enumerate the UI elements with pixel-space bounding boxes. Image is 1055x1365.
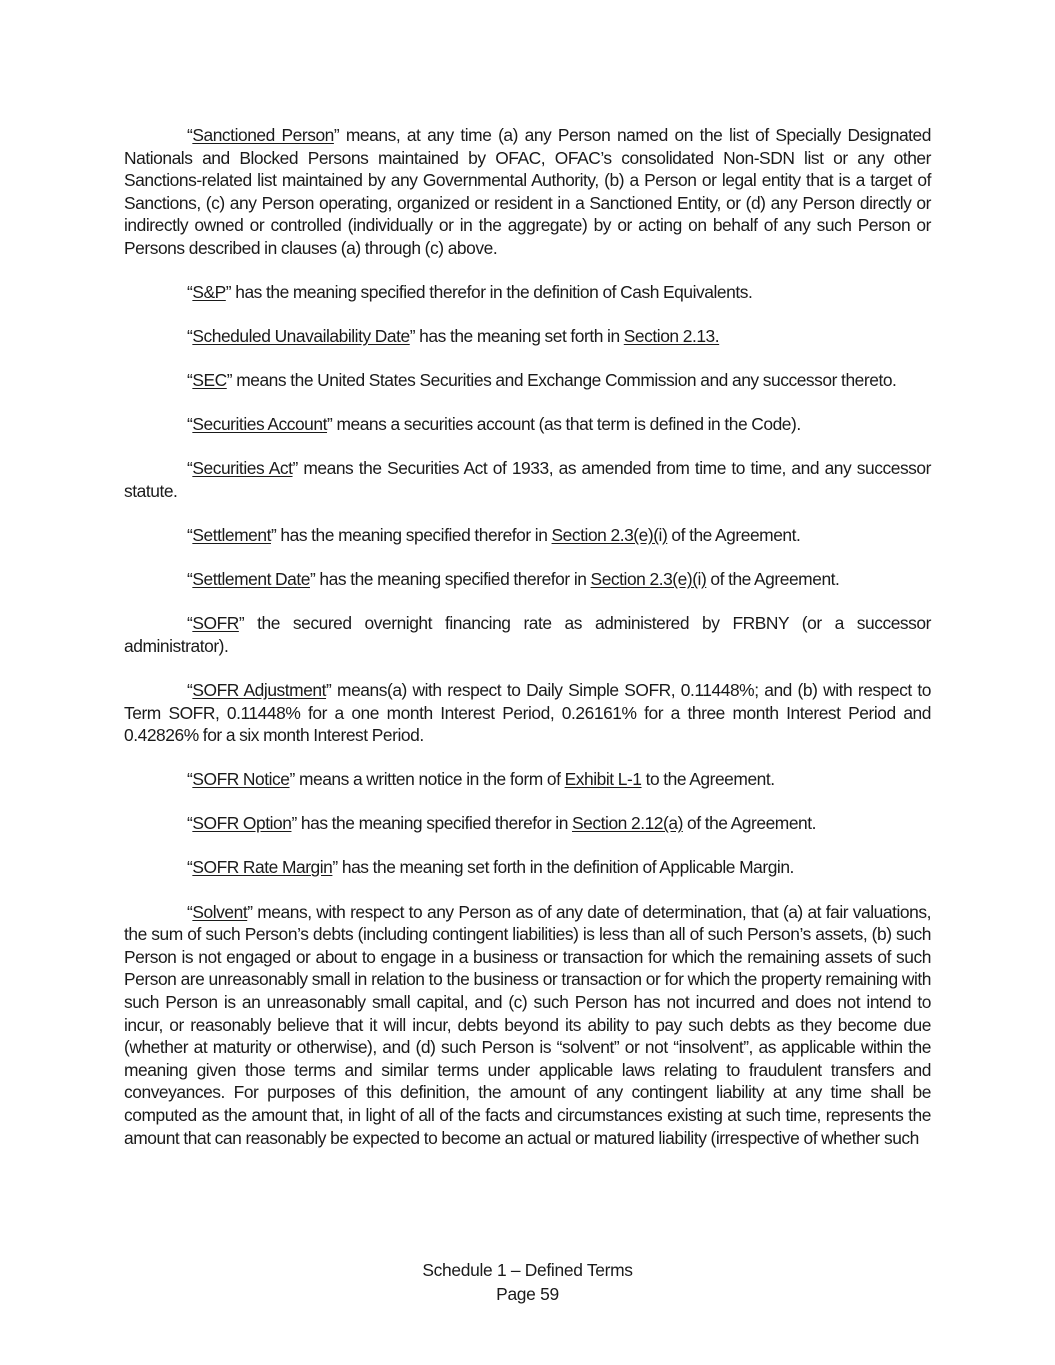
- definition-sp: “S&P” has the meaning specified therefor in the definition of Cash Equivalents.: [187, 282, 753, 303]
- definition-text: means, at any time (a) any Person named on the list of Specially Designated Nationals and Blocked Persons maintained by OFAC, OFAC’s consolidated Non-SDN list or any other Sanctions-related list maintained by any Governmental Authority, (b) a Person or legal entity that is a target of Sanctions, (c) any Person operating, organized or resident in a Sanctioned Entity, or (d) any Person directly or indirectly owned or controlled (individually or in the aggregate) by or acting on behalf of any such Person or Persons described in clauses (a) through (c) above.: [124, 125, 931, 258]
- definition-text: has the meaning specified therefor in the definition of Cash Equivalents.: [231, 282, 753, 303]
- document-body: [124, 124, 931, 1171]
- defined-term: Sanctioned Person: [192, 125, 334, 145]
- definition-text: has the meaning set forth in: [415, 326, 624, 347]
- definition-text: means the United States Securities and Exchange Commission and any successor thereto.: [232, 370, 897, 391]
- definition-settlement-date: “Settlement Date” has the meaning specified therefor in Section 2.3(e)(i) of the Agreement.: [187, 569, 840, 590]
- definition-text: means a securities account (as that term is defined in the Code).: [332, 414, 801, 435]
- definition-text: means the Securities Act of 1933, as amended from time to time, and any successor statute.: [124, 458, 931, 502]
- defined-term: S&P: [192, 282, 226, 303]
- definition-text: has the meaning specified therefor in: [315, 569, 591, 590]
- definition-text: has the meaning specified therefor in: [296, 813, 573, 834]
- definition-solvent: “Solvent” means, with respect to any Person as of any date of determination, that (a) at fair valuations, the sum of such Person’s debts (including contingent liabilities) is less than all of such Person’s assets, (b) such Person is not engaged or about to engage in a business or transaction for which the remaining assets of such Person are unreasonably small in relation to the business or transaction or for which the property remaining with such Person is an unreasonably small capital, and (c) such Person has not incurred and does not intend to incur, or reasonably believe that it will incur, debts beyond its ability to pay such debts as they become due (whether at maturity or otherwise), and (d) such Person is “solvent” or not “insolvent”, as applicable within the meaning given those terms and similar terms under applicable laws relating to fraudulent transfers and conveyances. For purposes of this definition, the amount of any contingent liability at any time shall be computed as the amount that, in light of all of the facts and circumstances existing at such time, represents the amount that can reasonably be expected to become an actual or matured liability (irrespective of whether such: [124, 901, 931, 1148]
- section-reference: Section 2.12(a): [572, 813, 683, 834]
- section-reference: Section 2.3(e)(i): [551, 525, 668, 546]
- definition-sanctioned-person: “Sanctioned Person” means, at any time (a) any Person named on the list of Specially Designated Nationals and Blocked Persons maintained by OFAC, OFAC’s consolidated Non-SDN list or any other Sanctions-related list maintained by any Governmental Authority, (b) a Person or legal entity that is a target of Sanctions, (c) any Person operating, organized or resident in a Sanctioned Entity, or (d) any Person directly or indirectly owned or controlled (individually or in the aggregate) by or acting on behalf of any such Person or Persons described in clauses (a) through (c) above.: [124, 125, 931, 258]
- defined-term: Settlement Date: [192, 569, 310, 590]
- defined-term: Securities Act: [192, 458, 293, 479]
- defined-term: Solvent: [192, 901, 248, 922]
- exhibit-reference: Exhibit L-1: [564, 769, 642, 790]
- defined-term: SOFR Notice: [192, 769, 290, 790]
- definition-text: has the meaning specified therefor in: [276, 525, 552, 546]
- definition-sofr-option: “SOFR Option” has the meaning specified therefor in Section 2.12(a) of the Agreement.: [187, 813, 817, 834]
- defined-term: Scheduled Unavailability Date: [192, 326, 410, 347]
- definition-text: means(a) with respect to Daily Simple SOFR, 0.11448%; and (b) with respect to Term SOFR, 0.11448% for a one month Interest Period, 0.26161% for a three month Interest Period and 0.42826% for a six month Interest Period.: [124, 680, 931, 746]
- definition-securities-account: “Securities Account” means a securities account (as that term is defined in the Code).: [187, 414, 801, 435]
- page-footer: [0, 1258, 1055, 1306]
- definition-sofr-notice: “SOFR Notice” means a written notice in the form of Exhibit L-1 to the Agreement.: [187, 769, 775, 790]
- definition-sofr-rate-margin: “SOFR Rate Margin” has the meaning set forth in the definition of Applicable Margin.: [187, 857, 794, 878]
- defined-term: Securities Account: [192, 414, 328, 435]
- defined-term: Settlement: [192, 525, 271, 546]
- defined-term: SOFR Rate Margin: [192, 857, 333, 878]
- footer-title: Schedule 1 – Defined Terms: [422, 1260, 633, 1280]
- definition-text: means a written notice in the form of: [294, 769, 565, 790]
- definition-scheduled-unavailability-date: “Scheduled Unavailability Date” has the meaning set forth in Section 2.13.: [187, 326, 720, 347]
- definition-text: has the meaning set forth in the definition of Applicable Margin.: [337, 857, 794, 878]
- page-number: Page 59: [496, 1284, 559, 1304]
- defined-term: SOFR: [192, 613, 239, 634]
- defined-term: SEC: [192, 370, 227, 391]
- section-reference: Section 2.13.: [623, 326, 720, 347]
- definition-sofr: “SOFR” the secured overnight financing rate as administered by FRBNY (or a successor administrator).: [124, 613, 931, 656]
- defined-term: SOFR Adjustment: [192, 680, 327, 700]
- definition-securities-act: “Securities Act” means the Securities Act of 1933, as amended from time to time, and any successor statute.: [124, 458, 931, 502]
- section-reference: Section 2.3(e)(i): [590, 569, 707, 590]
- definition-settlement: “Settlement” has the meaning specified therefor in Section 2.3(e)(i) of the Agreement.: [187, 525, 801, 546]
- definition-text: the secured overnight financing rate as administered by FRBNY (or a successor administrator).: [124, 613, 931, 656]
- defined-term: SOFR Option: [192, 813, 292, 834]
- definition-sec: “SEC” means the United States Securities and Exchange Commission and any successor thereto.: [187, 370, 897, 391]
- definition-sofr-adjustment: “SOFR Adjustment” means(a) with respect to Daily Simple SOFR, 0.11448%; and (b) with respect to Term SOFR, 0.11448% for a one month Interest Period, 0.26161% for a three month Interest Period and 0.42826% for a six month Interest Period.: [124, 680, 931, 746]
- definition-text: means, with respect to any Person as of any date of determination, that (a) at fair valuations, the sum of such Person’s debts (including contingent liabilities) is less than all of such Person’s assets, (b) such Person is not engaged or about to engage in a business or transaction for which the remaining assets of such Person are unreasonably small in relation to the business or transaction or for which the property remaining with such Person is an unreasonably small capital, and (c) such Person has not incurred and does not intend to incur, or reasonably believe that it will incur, debts beyond its ability to pay such debts as they become due (whether at maturity or otherwise), and (d) such Person is “solvent” or not “insolvent”, as applicable within the meaning given those terms and similar terms under applicable laws relating to fraudulent transfers and conveyances. For purposes of this definition, the amount of any contingent liability at any time shall be computed as the amount that, in light of all of the facts and circumstances existing at such time, represents the amount that can reasonably be expected to become an actual or matured liability (irrespective of whether such: [124, 901, 931, 1148]
